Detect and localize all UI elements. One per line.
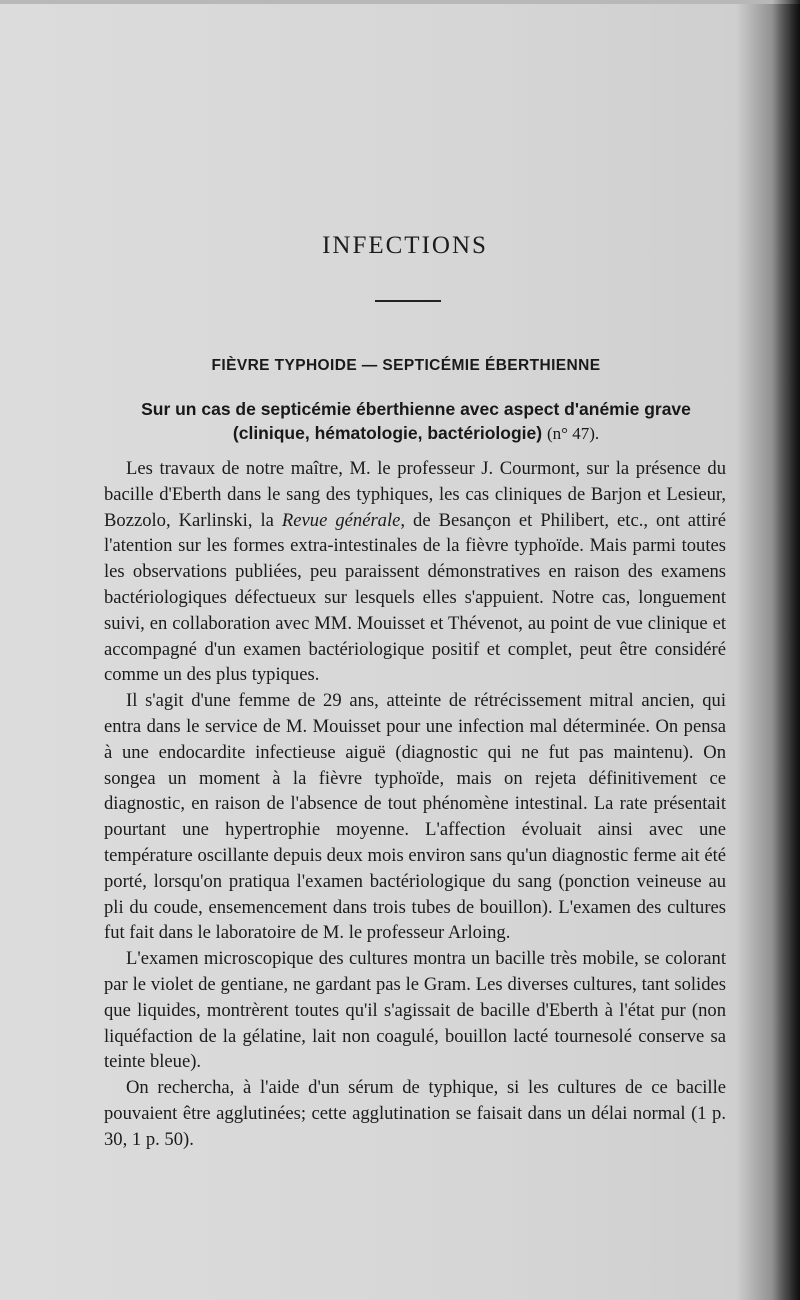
paragraph-3: L'examen microscopique des cultures montra un bacille très mobile, se colorant par le violet de gentiane, ne gardant pas le Gram. Les diverses cultures, tant solides que liquides, montrèrent toutes qu'il s'agissait de bacille d'Eberth à l'état pur (non liquéfaction de la gélatine, lait non coagulé, bouillon lacté tournesolé conserve sa teinte bleue). [104,948,726,1073]
article-title-line-2 [96,421,736,446]
paragraph-1-italic: Revue générale, [281,509,406,531]
article-title [96,397,736,446]
article-title-line-1: Sur un cas de septicémie éberthienne avec aspect d'anémie grave [141,399,691,419]
paragraph-1 [104,456,726,688]
page-binding-shadow [772,0,800,1300]
paragraph-1-part-b: de Besançon et Philibert, etc., ont attiré l'atention sur les formes extra-intestinales de la fièvre typhoïde. Mais parmi toutes les observations publiées, peu paraissent démonstratives en raison des examens bactériologiques défectueux sur lesquels elles s'appuient. Notre cas, longuement suivi, en collaboration avec MM. Mouisset et Thévenot, au point de vue clinique et accompagné d'un examen bactériologique positif et complet, peut être considéré comme un des plus typiques. [104,509,726,686]
subheading: FIÈVRE TYPHOIDE — SEPTICÉMIE ÉBERTHIENNE [211,357,601,374]
paragraph-2: Il s'agit d'une femme de 29 ans, atteinte de rétrécissement mitral ancien, qui entra dans le service de M. Mouisset pour une infection mal déterminée. On pensa à une endocardite infectieuse aiguë (diagnostic qui ne fut pas maintenu). On songea un moment à la fièvre typhoïde, mais on rejeta définitivement ce diagnostic, en raison de l'absence de tout phénomène intestinal. La rate présentait pourtant une hypertrophie moyenne. L'affection évoluait ainsi avec une température oscillante depuis deux mois environ sans qu'un diagnostic ferme ait été porté, lorsqu'on pratiqua l'examen bactériologique du sang (ponction veineuse au pli du coude, ensemencement dans trois tubes de bouillon). L'examen des cultures fut fait dans le laboratoire de M. le professeur Arloing. [104,690,726,944]
title-rule [375,300,441,302]
article-body [104,456,726,1153]
paragraph-4: On rechercha, à l'aide d'un sérum de typhique, si les cultures de ce bacille pouvaient être agglutinées; cette agglutination se faisait dans un délai normal (1 p. 30, 1 p. 50). [104,1077,726,1150]
page-top-edge [0,0,800,4]
section-title: INFECTIONS [322,232,488,259]
paragraph-1-part-a: Les travaux de notre maître, M. le professeur J. Courmont, sur la présence du bacille d'Eberth dans le sang des typhiques, les cas cliniques de Barjon et Lesieur, Bozzolo, Karlinski, la [104,458,726,531]
article-title-line-2-text: (clinique, hématologie, bactériologie) [232,423,543,443]
article-reference: (n° 47). [546,424,600,443]
